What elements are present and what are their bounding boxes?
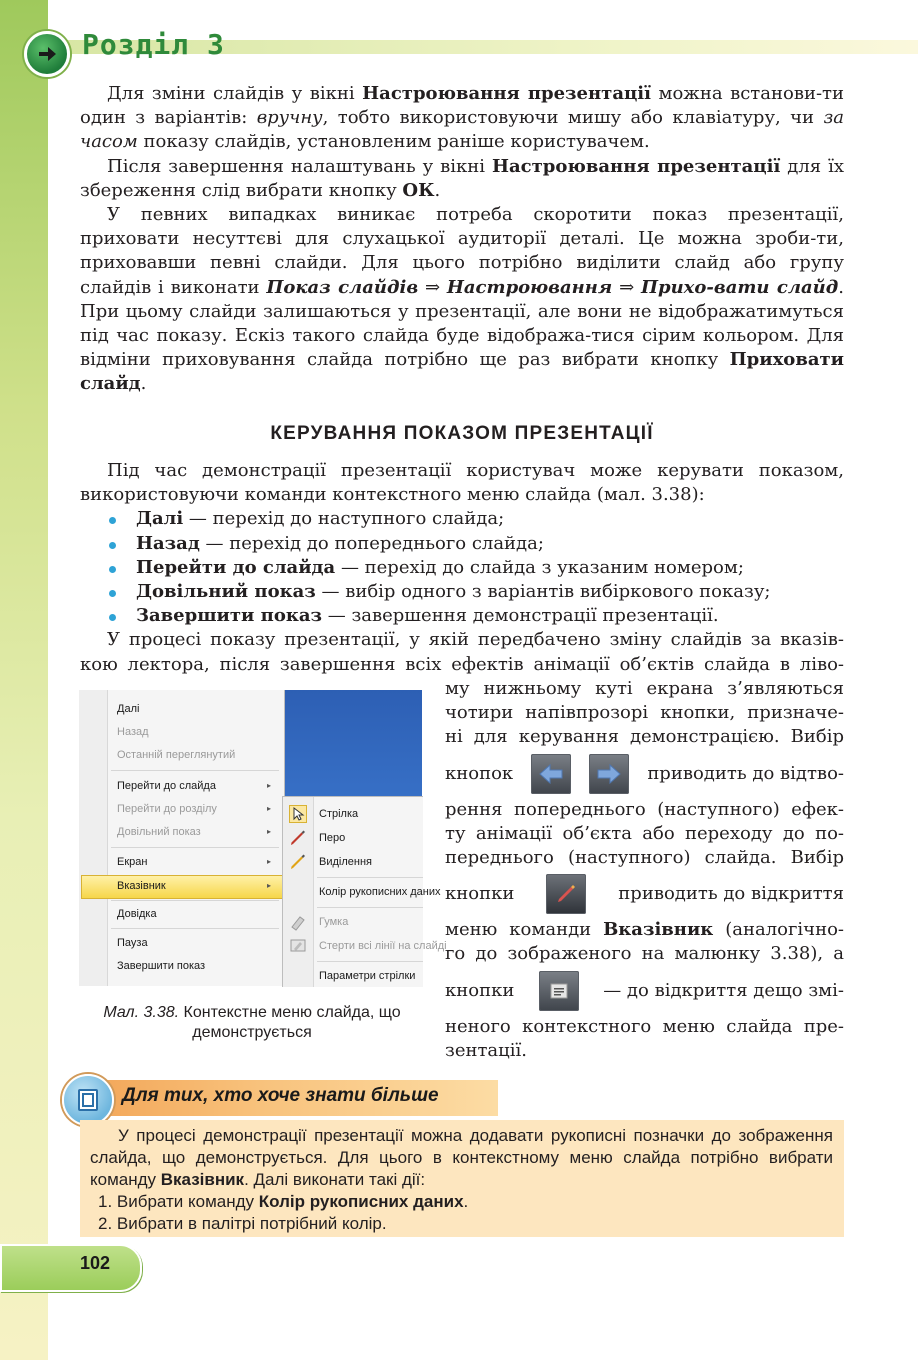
section-heading: КЕРУВАННЯ ПОКАЗОМ ПРЕЗЕНТАЦІЇ bbox=[270, 423, 654, 444]
page-number-tab bbox=[0, 1244, 142, 1292]
menu-item-go-to-section[interactable]: Перейти до розділу ▸ bbox=[117, 798, 277, 820]
menu-item-pointer[interactable]: Вказівник ▸ bbox=[117, 875, 277, 897]
submenu-arrow-icon: ▸ bbox=[266, 881, 271, 890]
menu-separator bbox=[111, 770, 279, 771]
text-line: го до зображеного на малюнку 3.38), а bbox=[445, 943, 844, 965]
menu-icon bbox=[539, 971, 579, 1011]
submenu-item-pen[interactable]: Перо bbox=[319, 832, 346, 844]
text-word: кнопок bbox=[445, 762, 514, 784]
text-line: зентації. bbox=[445, 1039, 527, 1061]
menu-separator bbox=[317, 961, 423, 962]
text-word: приводить до відтво- bbox=[647, 762, 844, 784]
menu-item-help[interactable]: Довідка bbox=[117, 908, 157, 920]
list-item: Назад — перехід до попереднього слайда; bbox=[80, 532, 844, 556]
main-text-middle bbox=[80, 459, 844, 677]
submenu-arrow-icon: ▸ bbox=[266, 827, 271, 836]
menu-separator bbox=[111, 928, 279, 929]
text-line: ні для керування демонстрацією. Вибір bbox=[445, 726, 844, 748]
text-line: му нижньому куті екрана з’являються bbox=[445, 678, 844, 699]
right-column-text bbox=[445, 677, 844, 1063]
menu-item-custom-show[interactable]: Довільний показ ▸ bbox=[117, 821, 277, 843]
submenu-item-ink-color[interactable]: Колір рукописних даних bbox=[319, 886, 441, 898]
context-menu bbox=[79, 690, 285, 986]
list-item: Довільний показ — вибір одного з варіантів вибіркового показу; bbox=[80, 580, 844, 604]
submenu-arrow-icon: ▸ bbox=[266, 804, 271, 813]
list-item: 1. Вибрати команду Колір рукописних даних. bbox=[98, 1192, 469, 1211]
submenu-item-eraser[interactable]: Гумка bbox=[319, 916, 349, 928]
main-text-top bbox=[80, 82, 844, 397]
text-word: приводить до відкриття bbox=[618, 883, 844, 905]
page-margin-strip bbox=[0, 0, 48, 1360]
next-arrow-icon bbox=[589, 754, 629, 794]
chapter-arrow-icon bbox=[24, 31, 70, 77]
menu-separator bbox=[317, 907, 423, 908]
submenu-item-arrow[interactable]: Стрілка bbox=[319, 808, 359, 820]
paragraph-2: Після завершення налаштувань у вікні Настроювання презентації для їх збереження слід вибрати кнопку ОК. bbox=[80, 155, 844, 201]
menu-gutter bbox=[283, 797, 314, 987]
list-item: Далі — перехід до наступного слайда; bbox=[80, 507, 844, 531]
text-line: рення попереднього (наступного) ефек- bbox=[445, 798, 844, 820]
text-word: — до відкриття дещо змі- bbox=[603, 979, 844, 1001]
text-line: чотири напівпрозорі кнопки, призначе- bbox=[445, 702, 844, 724]
text-word: кнопки bbox=[445, 979, 515, 1001]
pointer-submenu bbox=[282, 796, 447, 987]
page-number: 102 bbox=[80, 1253, 111, 1273]
menu-separator bbox=[111, 847, 279, 848]
menu-separator bbox=[317, 877, 423, 878]
menu-item-pause[interactable]: Пауза bbox=[117, 937, 148, 949]
highlighter-icon bbox=[289, 853, 307, 871]
book-icon bbox=[62, 1074, 114, 1126]
erase-all-icon bbox=[289, 937, 307, 955]
menu-separator bbox=[111, 900, 279, 901]
intro-paragraph: Під час демонстрації презентації користувач може керувати показом, використовуючи команди контекстного меню слайда (мал. 3.38): bbox=[80, 460, 844, 506]
list-item: 2. Вибрати в палітрі потрібний колір. bbox=[98, 1214, 387, 1233]
pen-button-line bbox=[445, 870, 844, 918]
eraser-icon bbox=[289, 913, 307, 931]
prev-arrow-icon bbox=[531, 754, 571, 794]
paragraph-1: Для зміни слайдів у вікні Настроювання презентації можна встанови-ти один з варіантів: вручну, тобто використовуючи мишу або клавіатуру, чи за часом показу слайдів, установленим раніше користувачем. bbox=[80, 83, 845, 153]
submenu-item-highlighter[interactable]: Виділення bbox=[319, 856, 372, 868]
context-menu-figure bbox=[79, 690, 447, 986]
info-box-paragraph: У процесі демонстрації презентації можна додавати рукописні позначки до зображення слайда, що демонструється. Для цього в контекстному меню слайда потрібно вибрати команду Вказівник. Далі виконати такі дії: bbox=[90, 1126, 833, 1189]
process-line-2: кою лектора, після завершення всіх ефектів анімації об’єктів слайда в ліво- bbox=[80, 653, 844, 675]
submenu-arrow-icon: ▸ bbox=[266, 781, 271, 790]
arrow-cursor-icon bbox=[289, 805, 307, 823]
text-word: кнопки bbox=[445, 883, 515, 905]
menu-item-screen[interactable]: Екран ▸ bbox=[117, 851, 277, 873]
buttons-line bbox=[445, 750, 844, 798]
submenu-arrow-icon: ▸ bbox=[266, 857, 271, 866]
menu-item-go-to-slide[interactable]: Перейти до слайда ▸ bbox=[117, 775, 277, 797]
list-item: Завершити показ — завершення демонстрації презентації. bbox=[80, 604, 844, 628]
chapter-title: Розділ 3 bbox=[82, 28, 225, 61]
menu-button-line bbox=[445, 967, 844, 1015]
paragraph-3: У певних випадках виникає потреба скоротити показ презентації, приховати несуттєві для слухацької аудиторії деталі. Це можна зроби-ти, приховавши певні слайди. Для цього потрібно виділити слайд або групу слайдів і виконати Показ слайдів ⇒ Настроювання ⇒ Прихо-вати слайд. При цьому слайди залишаються у презентації, але вони не відображатимуться під час показу. Ескіз такого слайда буде відобража-тися сірим кольором. Для відміни приховування слайда потрібно ще раз вибрати кнопку Приховати слайд. bbox=[80, 204, 845, 395]
command-list bbox=[80, 507, 844, 628]
pen-icon bbox=[289, 829, 307, 847]
pen-icon bbox=[546, 874, 586, 914]
figure-caption: Мал. 3.38. Контекстне меню слайда, що демонструється bbox=[103, 1004, 401, 1041]
process-line-1: У процесі показу презентації, у якій передбачено зміну слайдів за вказів- bbox=[107, 629, 844, 651]
menu-item-end-show[interactable]: Завершити показ bbox=[117, 960, 206, 972]
text-line: переднього (наступного) слайда. Вибір bbox=[445, 847, 844, 869]
menu-item-next[interactable]: Далі bbox=[117, 703, 140, 715]
info-box-text bbox=[90, 1125, 833, 1235]
menu-item-back[interactable]: Назад bbox=[117, 726, 149, 738]
list-item: Перейти до слайда — перехід до слайда з указаним номером; bbox=[80, 556, 844, 580]
menu-item-last-viewed[interactable]: Останній переглянутий bbox=[117, 749, 236, 761]
text-line: меню команди Вказівник (аналогічно- bbox=[445, 919, 844, 941]
menu-gutter bbox=[79, 690, 108, 986]
text-line: ту анімації об’єкта або переходу до по- bbox=[445, 822, 844, 844]
submenu-item-arrow-options[interactable]: Параметри стрілки bbox=[319, 970, 416, 982]
submenu-item-erase-all[interactable]: Стерти всі лінії на слайді bbox=[319, 940, 447, 952]
info-box-title: Для тих, хто хоче знати більше bbox=[122, 1085, 439, 1106]
text-line: неного контекстного меню слайда пре- bbox=[445, 1015, 844, 1037]
